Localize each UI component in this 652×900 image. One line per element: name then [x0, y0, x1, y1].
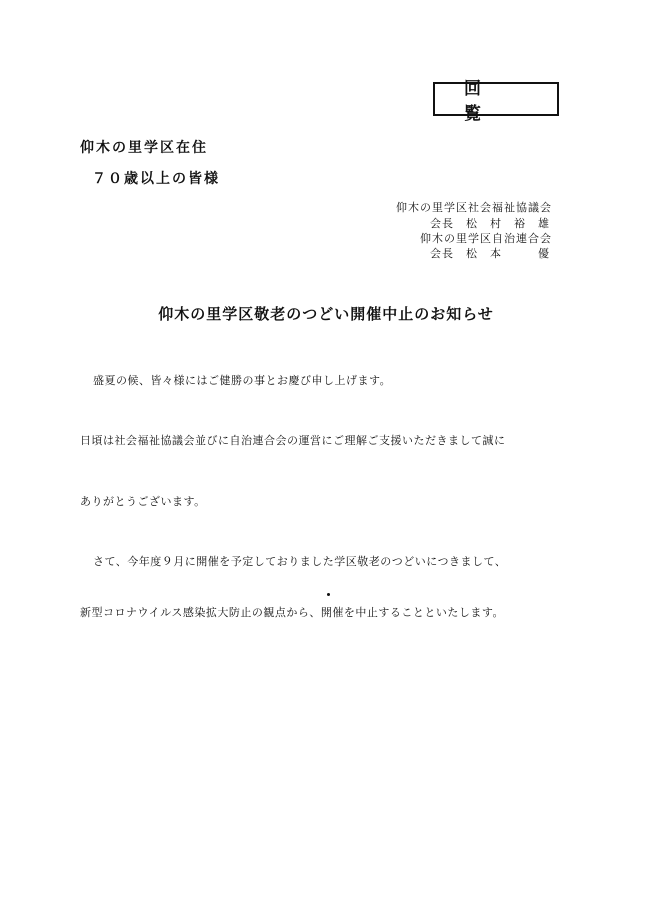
body-paragraph-1: 盛夏の候、皆々様にはご健勝の事とお慶び申し上げます。	[93, 374, 392, 387]
addressee-line-1: 仰木の里学区在住	[80, 140, 208, 156]
notice-title: 仰木の里学区敬老のつどい開催中止のお知らせ	[158, 305, 494, 323]
sender-name-2: 会長 松 本 優	[430, 247, 550, 260]
body-paragraph-4: さて、今年度９月に開催を予定しておりました学区敬老のつどいにつきまして、	[93, 555, 507, 568]
addressee-line-2: ７０歳以上の皆様	[92, 171, 220, 187]
circulation-stamp: 回 覧	[433, 82, 559, 116]
sender-name-1: 会長 松 村 裕 雄	[430, 217, 550, 230]
body-paragraph-5: 新型コロナウイルス感染拡大防止の観点から、開催を中止することといたします。	[80, 606, 504, 619]
body-paragraph-2: 日頃は社会福祉協議会並びに自治連合会の運営にご理解ご支援いただきまして誠に	[80, 434, 506, 447]
scan-speck	[327, 593, 330, 596]
body-paragraph-3: ありがとうございます。	[80, 495, 206, 508]
sender-org-1: 仰木の里学区社会福祉協議会	[396, 201, 552, 214]
sender-org-2: 仰木の里学区自治連合会	[420, 232, 552, 245]
